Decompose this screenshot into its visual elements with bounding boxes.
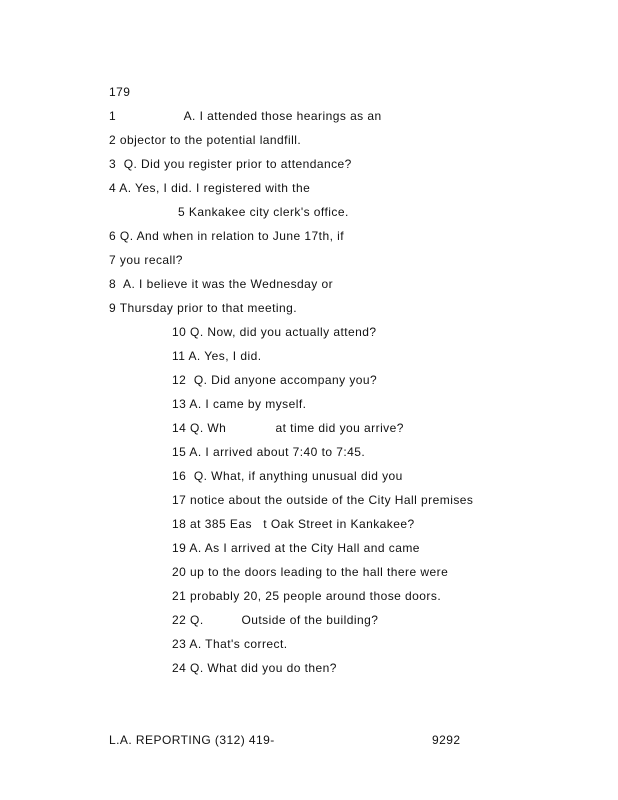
transcript-line-1: 1 A. I attended those hearings as an: [109, 109, 382, 123]
transcript-line-15: 15 A. I arrived about 7:40 to 7:45.: [172, 445, 366, 459]
reporting-footer-left: L.A. REPORTING (312) 419-: [109, 733, 275, 747]
transcript-line-18: 18 at 385 Eas t Oak Street in Kankakee?: [172, 517, 415, 531]
transcript-line-8: 8 A. I believe it was the Wednesday or: [109, 277, 334, 291]
transcript-line-9: 9 Thursday prior to that meeting.: [109, 301, 298, 315]
transcript-line-11: 11 A. Yes, I did.: [172, 349, 262, 363]
transcript-line-23: 23 A. That's correct.: [172, 637, 288, 651]
transcript-line-5: 5 Kankakee city clerk's office.: [178, 205, 349, 219]
transcript-line-2: 2 objector to the potential landfill.: [109, 133, 302, 147]
transcript-line-24: 24 Q. What did you do then?: [172, 661, 337, 675]
transcript-line-7: 7 you recall?: [109, 253, 183, 267]
page-number: 179: [109, 85, 131, 99]
transcript-line-14: 14 Q. Wh at time did you arrive?: [172, 421, 404, 435]
transcript-line-19: 19 A. As I arrived at the City Hall and came: [172, 541, 420, 555]
transcript-line-12: 12 Q. Did anyone accompany you?: [172, 373, 378, 387]
transcript-line-13: 13 A. I came by myself.: [172, 397, 307, 411]
transcript-line-4: 4 A. Yes, I did. I registered with the: [109, 181, 311, 195]
transcript-line-16: 16 Q. What, if anything unusual did you: [172, 469, 403, 483]
transcript-line-21: 21 probably 20, 25 people around those doors.: [172, 589, 442, 603]
transcript-line-22: 22 Q. Outside of the building?: [172, 613, 379, 627]
transcript-line-17: 17 notice about the outside of the City Hall premises: [172, 493, 474, 507]
reporting-footer-right: 9292: [432, 733, 461, 747]
transcript-line-6: 6 Q. And when in relation to June 17th, if: [109, 229, 345, 243]
transcript-line-20: 20 up to the doors leading to the hall there were: [172, 565, 449, 579]
transcript-line-10: 10 Q. Now, did you actually attend?: [172, 325, 377, 339]
transcript-line-3: 3 Q. Did you register prior to attendance?: [109, 157, 352, 171]
